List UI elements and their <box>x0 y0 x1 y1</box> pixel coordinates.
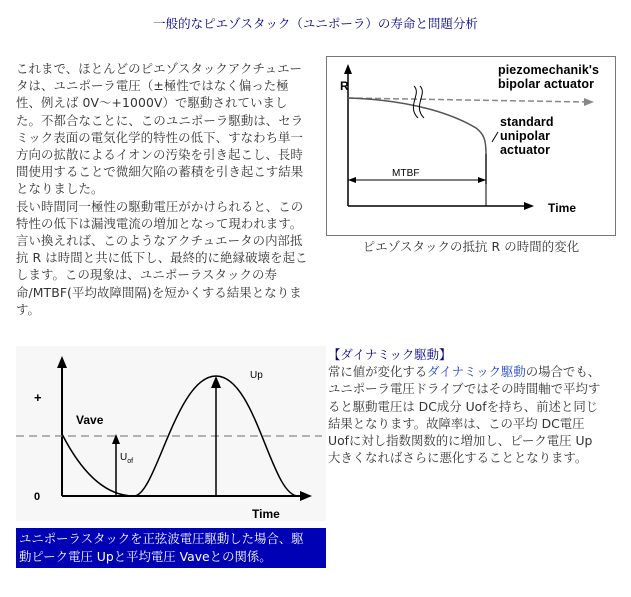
intro-line: これまで、ほとんどのピエゾスタックアクチュエー <box>16 61 303 76</box>
intro-line: す。 <box>16 301 40 317</box>
dynamic-line: 常に値が変化する <box>328 364 428 380</box>
dynamic-line: Uofに対し指数関数的に増加し、ピーク電圧 Up <box>328 433 593 449</box>
y-axis-label: R <box>340 79 349 93</box>
up-label: Up <box>250 370 263 381</box>
dynamic-line: ると駆動電圧は DC成分 Uofを持ち、前述と同じ <box>328 398 599 414</box>
caption-line: ユニポーラスタックを正弦波電圧駆動した場合、駆 <box>19 531 304 546</box>
intro-line: となりました。 <box>16 181 104 197</box>
page-title: 一般的なピエゾスタック（ユニポーラ）の寿命と問題分析 <box>153 16 478 31</box>
figure2-caption <box>16 528 326 568</box>
dynamic-line: 結果となります。故障率は、この平均 DC電圧 <box>328 415 585 431</box>
resistance-figure <box>326 56 616 268</box>
dynamic-line: の場合でも、 <box>525 364 601 380</box>
resistance-chart <box>326 56 616 236</box>
dynamic-heading: 【ダイナミック駆動】 <box>328 347 452 362</box>
intro-line: タは、ユニポーラ電圧（±極性ではなく偏った極 <box>16 78 289 94</box>
unipolar-label-2: unipolar <box>500 129 551 143</box>
intro-line: ミック表面の電気化学的特性の低下、すなわち単一 <box>16 129 304 145</box>
dynamic-text <box>328 346 618 466</box>
bipolar-label-1: piezomechanik's <box>498 63 600 77</box>
intro-line: 特性の低下は漏洩電流の増加となって現われます。 <box>16 215 303 231</box>
mtbf-label: MTBF <box>392 168 420 179</box>
x-axis-label: Time <box>252 507 280 521</box>
intro-line: 言い換えれば、このようなアクチュエータの内部抵 <box>16 233 303 249</box>
sine-drive-chart <box>16 346 326 521</box>
zero-label: 0 <box>34 491 41 503</box>
intro-line: 長い時間同一極性の駆動電圧がかけられると、この <box>16 198 304 214</box>
intro-paragraph <box>16 60 616 318</box>
dynamic-line: ユニポーラ電圧ドライブではその時間軸で平均す <box>328 381 601 397</box>
plus-label: + <box>34 390 42 405</box>
uof-label: $U_{of}$ <box>120 452 134 465</box>
x-axis-label: Time <box>548 201 577 215</box>
intro-line: 間使用することで微細欠陥の蓄積を引き起こす結果 <box>16 164 304 180</box>
unipolar-label-3: actuator <box>500 143 551 157</box>
sine-drive-figure <box>16 346 326 521</box>
dynamic-line: 大きくなればさらに悪化することとなります。 <box>328 450 588 466</box>
intro-line: た。不都合なことに、このユニポーラ駆動は、セラ <box>16 112 304 128</box>
figure1-caption: ピエゾスタックの抵抗 R の時間的変化 <box>362 239 580 254</box>
unipolar-label-1: standard <box>500 115 554 129</box>
caption-line: 動ピーク電圧 Upと平均電圧 Vaveとの関係。 <box>19 549 272 564</box>
intro-line: 性、例えば 0V～+1000V）で駆動されていまし <box>16 95 288 111</box>
intro-line: 抗 R は時間と共に低下し、最終的に絶縁破壊を起こ <box>16 250 308 266</box>
intro-line: 方向の拡散によるイオンの汚染を引き起こし、長時 <box>16 147 303 163</box>
bipolar-label-2: bipolar actuator <box>498 77 595 91</box>
vave-label: Vave <box>76 413 104 427</box>
dynamic-highlight: ダイナミック駆動 <box>427 364 526 380</box>
intro-line: します。この現象は、ユニポーラスタックの寿命/MTBF(平均故障間隔)を短かくする結果となりま <box>16 267 302 300</box>
